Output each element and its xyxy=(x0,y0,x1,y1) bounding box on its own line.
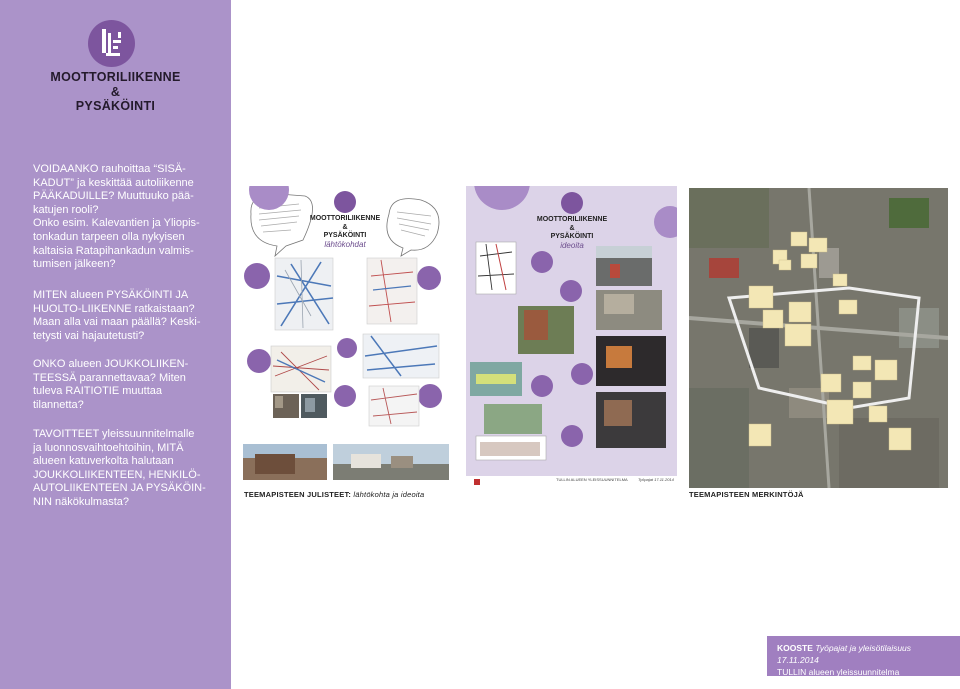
poster1-title xyxy=(305,215,385,241)
q4-line: JOUKKOLIIKENTEEN, HENKILÖ- xyxy=(33,468,201,481)
aerial-photo-notes xyxy=(689,188,948,488)
poster2-footer-left: TULLIN ALUEEN YLEISSUUNNITELMA xyxy=(556,477,628,482)
footer-bold: KOOSTE xyxy=(777,643,813,653)
q3-line: tuleva RAITIOTIE muuttaa xyxy=(33,385,162,398)
q4-line: ja luonnosvaihtoehtoihin, MITÄ xyxy=(33,441,184,454)
poster2-subtitle: ideoita xyxy=(560,241,584,250)
sidebar-title-line2: PYSÄKÖINTI xyxy=(75,99,156,113)
q1-line: PÄÄKADUILLE? Muuttuuko pää- xyxy=(33,190,194,203)
poster1-logo-icon xyxy=(334,191,356,213)
poster2-title-amp: & xyxy=(569,224,575,232)
question-block-3 xyxy=(33,358,208,412)
poster2-title-line1: MOOTTORILIIKENNE xyxy=(536,216,608,223)
footer-line2: TULLIN alueen yleissuunnitelma xyxy=(777,667,900,677)
footer-line1 xyxy=(777,642,950,666)
q1-line: KADUT” ja keskittää autoliikenne xyxy=(33,176,194,189)
footer-box xyxy=(767,636,960,676)
q4-line: NIN näkökulmasta? xyxy=(33,495,129,508)
q2-line: MITEN alueen PYSÄKÖINTI JA xyxy=(33,289,189,301)
caption-posters-italic: lähtökohta ja ideoita xyxy=(353,490,425,499)
q3-line: ONKO alueen JOUKKOLIIKEN- xyxy=(33,358,189,370)
poster2-title xyxy=(532,216,612,242)
poster2-title-line2: PYSÄKÖINTI xyxy=(550,233,594,240)
caption-posters-bold: TEEMAPISTEEN JULISTEET: xyxy=(244,490,352,499)
poster2-footer-right: Työpajat 17.11.2014 xyxy=(638,477,674,482)
poster1-subtitle: lähtökohdat xyxy=(324,240,366,249)
poster2-logo-icon xyxy=(561,192,583,214)
sidebar-title-line1: MOOTTORILIIKENNE xyxy=(50,70,181,84)
q1-line: tonkadun tarpeen olla nykyisen xyxy=(33,230,185,243)
caption-notes: TEEMAPISTEEN MERKINTÖJÄ xyxy=(689,490,804,499)
q4-line: AUTOLIIKENTEEN JA PYSÄKÖIN- xyxy=(33,482,206,495)
q3-line: TEESSÄ parannettavaa? Miten xyxy=(33,371,186,384)
q1-line: kaltaisia Ratapihankadun valmis- xyxy=(33,244,194,257)
sidebar-title-amp: & xyxy=(110,85,121,99)
sidebar xyxy=(0,0,231,689)
poster1-title-line2: PYSÄKÖINTI xyxy=(323,232,367,239)
q1-line: Onko esim. Kalevantien ja Yliopis- xyxy=(33,217,200,230)
logo-icon xyxy=(88,20,135,67)
q4-line: TAVOITTEET yleissuunnitelmalle xyxy=(33,428,195,440)
q3-line: tilannetta? xyxy=(33,398,84,411)
q2-line: tetysti vai hajautetusti? xyxy=(33,329,145,342)
q1-line: VOIDAANKO rauhoittaa “SISÄ- xyxy=(33,163,186,175)
poster-lahtokohdat xyxy=(241,186,454,488)
poster1-title-amp: & xyxy=(342,223,348,231)
q2-line: HUOLTO-LIIKENNE ratkaistaan? xyxy=(33,302,195,315)
question-block-2 xyxy=(33,289,208,343)
q1-line: tumisen jälkeen? xyxy=(33,258,116,271)
question-block-1 xyxy=(33,163,208,272)
q2-line: Maan alla vai maan päällä? Keski- xyxy=(33,316,201,329)
footer-italic: Työpajat ja yleisötilaisuus 17.11.2014 xyxy=(777,643,912,665)
question-block-4 xyxy=(33,428,208,510)
poster-ideoita xyxy=(466,186,677,488)
q4-line: alueen katuverkolta halutaan xyxy=(33,455,174,468)
q1-line: katujen rooli? xyxy=(33,203,99,216)
caption-posters xyxy=(244,490,424,499)
poster1-title-line1: MOOTTORILIIKENNE xyxy=(309,215,381,222)
